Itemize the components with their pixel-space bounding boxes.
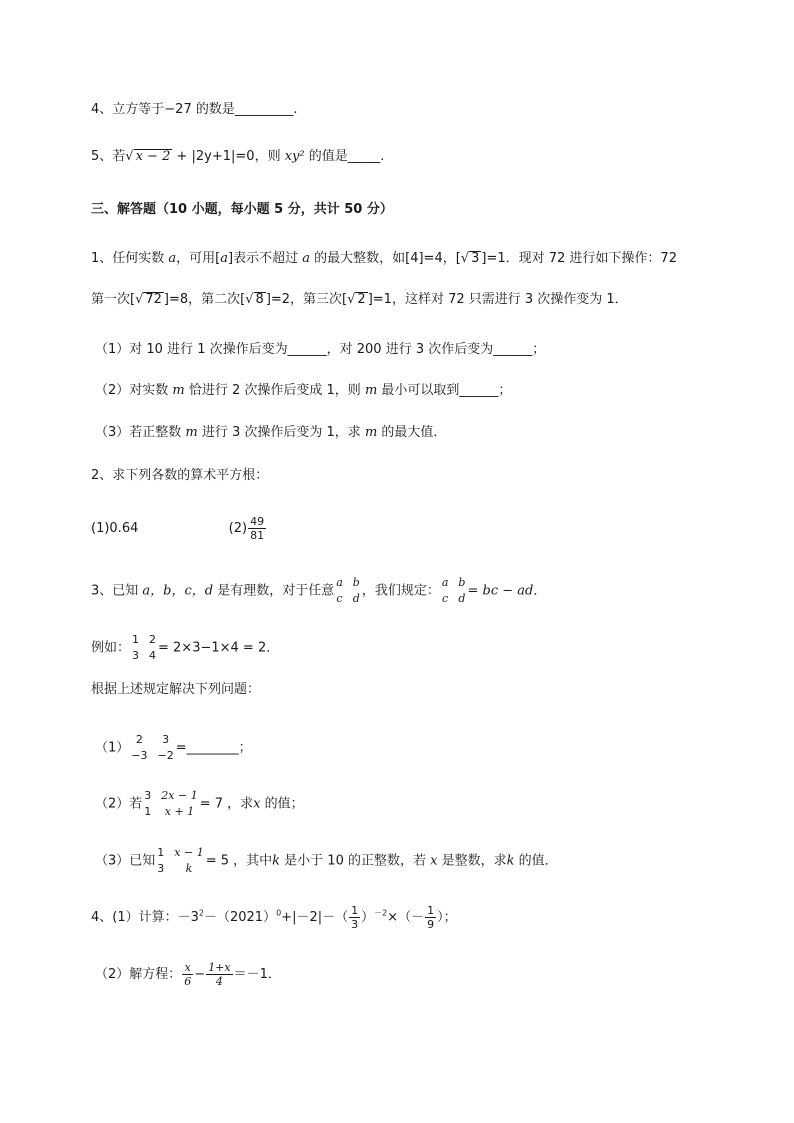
question-5 xyxy=(91,148,384,166)
answer-blank: _____ xyxy=(347,149,381,164)
fraction-numerator: 49 xyxy=(250,515,265,528)
section-heading: 三、解答题（10 小题，每小题 5 分，共计 50 分） xyxy=(91,202,393,217)
problem-text: 4、(1）计算：－3 xyxy=(91,910,199,925)
sqrt-expression: √ 3 xyxy=(460,251,480,266)
problem-text: ]=8，第二次[ xyxy=(163,292,246,307)
det-a: a xyxy=(441,576,449,589)
math-variable: a xyxy=(168,251,177,266)
problem-text: （3）若正整数 xyxy=(95,425,186,440)
determinant xyxy=(131,732,173,764)
problem-1-part-3 xyxy=(95,424,446,442)
det-c: c xyxy=(442,592,449,605)
problem-text: 3、已知 xyxy=(91,583,143,599)
problem-2-title: 2、求下列各数的算术平方根： xyxy=(91,468,269,483)
problem-3-part-2 xyxy=(95,788,304,820)
sqrt-expression: √ x − 2 xyxy=(125,149,171,164)
part-label: （1） xyxy=(95,740,130,756)
det-b: b xyxy=(352,576,360,589)
question-text: 立方等于−27 的数是 xyxy=(112,102,235,117)
det-c: 1 xyxy=(144,805,152,818)
det-a: 1 xyxy=(157,846,165,859)
fraction-denominator: 6 xyxy=(184,975,192,988)
part-rhs: = 7 ，求 xyxy=(199,796,254,812)
problem-text: +|－2|－（ xyxy=(281,910,349,925)
math-variable: k xyxy=(506,853,515,869)
problem-2-item-1: (1)0.64 xyxy=(91,521,139,536)
problem-1-line-1 xyxy=(91,250,677,268)
part-label: （3）已知 xyxy=(95,853,156,869)
definition-rhs: = bc − ad xyxy=(467,583,534,599)
math-variable: m xyxy=(172,383,185,398)
question-number: 5、 xyxy=(91,149,113,164)
fraction-numerator: 1 xyxy=(427,904,435,917)
problem-text: （2）对实数 xyxy=(95,383,173,398)
part-label: （2）若 xyxy=(95,796,143,812)
determinant xyxy=(144,788,197,820)
part-rhs: =________； xyxy=(175,740,252,756)
question-text: + |2y+1|=0，则 xyxy=(172,149,285,164)
radicand: 72 xyxy=(145,292,162,307)
problem-1-line-2 xyxy=(91,291,628,309)
answer-blank: _________ xyxy=(234,102,294,117)
part-text: 是整数，求 xyxy=(437,853,507,869)
problem-text: （2）解方程： xyxy=(95,967,182,982)
fraction-denominator: 81 xyxy=(250,529,265,542)
math-variable: xy² xyxy=(284,149,305,164)
punctuation: . xyxy=(293,102,298,117)
math-variable: m xyxy=(364,425,378,440)
problem-text: 的最大值． xyxy=(377,425,447,440)
sqrt-expression: √ 8 xyxy=(245,292,264,307)
problem-text: 最小可以取到______； xyxy=(377,383,512,398)
math-variable: m xyxy=(185,425,198,440)
det-d: d xyxy=(458,592,466,605)
question-4 xyxy=(91,101,298,119)
part-text: 的值； xyxy=(260,796,304,812)
part-text: 的值． xyxy=(514,853,558,869)
exponent: 2 xyxy=(198,908,204,918)
exponent: 0 xyxy=(276,908,282,918)
problem-text: ]=2，第三次[ xyxy=(265,292,348,307)
question-number: 4、 xyxy=(91,102,113,117)
problem-text: ） xyxy=(361,910,375,925)
fraction-denominator: 4 xyxy=(215,975,223,988)
det-a: 3 xyxy=(144,789,152,802)
problem-text: ]表示不超过 xyxy=(228,251,303,266)
fraction xyxy=(206,961,232,988)
det-c: −3 xyxy=(131,749,148,762)
fraction xyxy=(349,904,360,931)
problem-text: 恰进行 2 次操作后变成 1，则 xyxy=(184,383,365,398)
det-b: 2x − 1 xyxy=(161,789,198,802)
problem-1-part-2 xyxy=(95,382,511,400)
problem-text: ＝－1． xyxy=(233,967,281,982)
det-d: −2 xyxy=(157,749,174,762)
det-a: 1 xyxy=(132,633,140,646)
radicand: 2 xyxy=(357,292,366,307)
math-variable: a xyxy=(220,251,229,266)
determinant xyxy=(157,845,203,877)
problem-3-part-1 xyxy=(95,732,252,764)
det-d: 4 xyxy=(149,649,157,662)
example-rhs: = 2×3−1×4 = 2． xyxy=(158,640,280,656)
question-text: 的值是 xyxy=(304,149,348,164)
problem-text: ×（－ xyxy=(387,910,425,925)
fraction-numerator: x xyxy=(182,961,193,975)
problem-text: 1、任何实数 xyxy=(91,251,169,266)
det-b: 3 xyxy=(162,733,170,746)
punctuation: . xyxy=(380,149,385,164)
problem-text: ]=1．现对 72 进行如下操作：72 xyxy=(481,251,677,266)
question-text: 若 xyxy=(112,149,126,164)
problem-text: 进行 3 次操作后变为 1，求 xyxy=(197,425,365,440)
problem-text: ，我们规定： xyxy=(361,583,440,599)
problem-3-lead: 根据上述规定解决下列问题： xyxy=(91,682,261,697)
determinant xyxy=(132,632,156,664)
problem-4-part-1 xyxy=(91,904,457,931)
part-text: 是小于 10 的正整数，若 xyxy=(280,853,431,869)
problem-3-intro xyxy=(91,575,546,607)
example-label: 例如： xyxy=(91,640,131,656)
det-d: d xyxy=(352,592,360,605)
det-a: a xyxy=(336,576,343,589)
punctuation: ． xyxy=(533,583,547,599)
det-b: 2 xyxy=(149,633,157,646)
radicand: 8 xyxy=(255,292,264,307)
problem-3-part-3 xyxy=(95,845,558,877)
fraction-denominator: 9 xyxy=(427,918,435,931)
part-rhs: = 5 ，其中 xyxy=(205,853,273,869)
math-variable: x xyxy=(430,853,438,869)
det-b: b xyxy=(458,576,466,589)
math-variables: a，b，c，d xyxy=(142,583,214,599)
radicand: 3 xyxy=(471,251,480,266)
det-c: c xyxy=(336,592,343,605)
problem-2-item-2-label: (2) xyxy=(228,521,248,536)
problem-4-part-2 xyxy=(95,961,281,988)
determinant xyxy=(442,575,466,607)
problem-1-part-1: （1）对 10 进行 1 次操作后变为______，对 200 进行 3 次作后变为______； xyxy=(95,342,546,357)
sqrt-expression: √ 72 xyxy=(135,292,162,307)
fraction xyxy=(425,904,436,931)
problem-text: ]=1，这样对 72 只需进行 3 次操作变为 1． xyxy=(367,292,628,307)
fraction-numerator: 1 xyxy=(351,904,359,917)
problem-text: 的最大整数，如[4]=4，[ xyxy=(310,251,461,266)
det-b: x − 1 xyxy=(174,846,204,859)
math-variable: k xyxy=(272,853,281,869)
problem-text: 是有理数，对于任意 xyxy=(213,583,335,599)
problem-text: ）； xyxy=(437,910,457,925)
det-c: 3 xyxy=(132,649,140,662)
problem-text: －（2021） xyxy=(203,910,277,925)
fraction-numerator: 1+x xyxy=(208,961,231,974)
operator: − xyxy=(194,967,206,982)
exponent: －2 xyxy=(374,908,388,918)
problem-text: ，可用[ xyxy=(176,251,221,266)
det-c: 3 xyxy=(157,862,165,875)
problem-3-example xyxy=(91,632,279,664)
fraction-denominator: 3 xyxy=(351,918,359,931)
fraction xyxy=(248,515,266,542)
math-variable: x xyxy=(253,796,261,812)
sqrt-expression: √ 2 xyxy=(347,292,366,307)
determinant xyxy=(336,575,360,607)
math-variable: m xyxy=(364,383,378,398)
det-a: 2 xyxy=(135,733,143,746)
problem-2-items xyxy=(91,515,267,542)
fraction xyxy=(182,961,193,988)
radicand: x − 2 xyxy=(135,149,171,164)
math-variable: a xyxy=(302,251,310,266)
det-d: k xyxy=(185,862,193,875)
problem-text: 第一次[ xyxy=(91,292,136,307)
det-d: x + 1 xyxy=(164,805,195,818)
